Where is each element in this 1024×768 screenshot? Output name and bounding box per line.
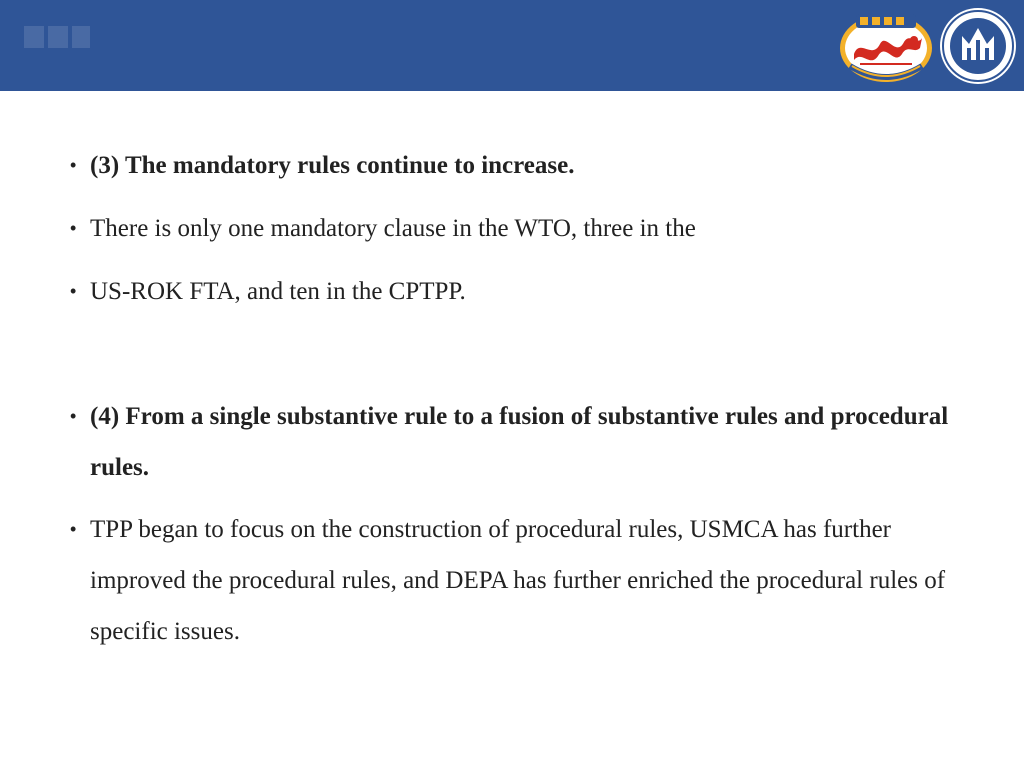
bullet-text: US-ROK FTA, and ten in the CPTPP.: [90, 278, 466, 305]
bullet-dot-icon: •: [70, 281, 77, 301]
bullet-text: There is only one mandatory clause in the WTO, three in the: [90, 215, 696, 242]
header-watermark-icon: [22, 22, 92, 52]
university-emblem-icon: [938, 6, 1018, 86]
bullet-text: (4) From a single substantive rule to a fusion of substantive rules and procedural rules.: [90, 403, 949, 481]
bullet-item: [70, 266, 950, 317]
bullet-dot-icon: •: [70, 155, 77, 175]
bullet-item: [70, 140, 950, 191]
bullet-item: [70, 391, 950, 493]
bullet-dot-icon: •: [70, 406, 77, 426]
bullet-dot-icon: •: [70, 218, 77, 238]
bullet-item: [70, 203, 950, 254]
header-bar: [0, 0, 1024, 91]
silk-road-logo-icon: [838, 8, 934, 84]
bullet-list: [70, 140, 950, 657]
bullet-dot-icon: •: [70, 519, 77, 539]
bullet-item: [70, 504, 950, 657]
bullet-text: TPP began to focus on the construction of procedural rules, USMCA has further improved the procedural rules, and DEPA has further enriched the procedural rules of specific issues.: [90, 516, 946, 645]
bullet-text: (3) The mandatory rules continue to increase.: [90, 152, 575, 179]
